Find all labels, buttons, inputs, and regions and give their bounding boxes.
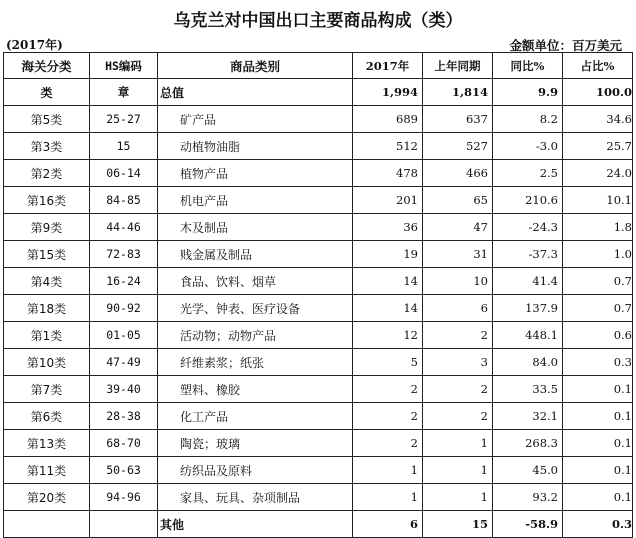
table-row: [4, 295, 633, 322]
row-2017: 201: [353, 187, 423, 214]
row-class: 第13类: [4, 430, 90, 457]
row-yoy: 45.0: [493, 457, 563, 484]
row-hs: 94-96: [90, 484, 158, 511]
row-class: 第6类: [4, 403, 90, 430]
row-share: 0.1: [563, 430, 633, 457]
row-share: 10.1: [563, 187, 633, 214]
table-row: [4, 241, 633, 268]
total-yoy: 9.9: [493, 79, 563, 106]
total-2017: 1,994: [353, 79, 423, 106]
row-class: 第16类: [4, 187, 90, 214]
row-hs: 90-92: [90, 295, 158, 322]
table-row: [4, 349, 633, 376]
row-yoy: -24.3: [493, 214, 563, 241]
row-class: 第2类: [4, 160, 90, 187]
row-share: 25.7: [563, 133, 633, 160]
row-2017: 12: [353, 322, 423, 349]
table-row: [4, 106, 633, 133]
row-2017: 512: [353, 133, 423, 160]
unit-label: 金额单位：百万美元: [509, 38, 622, 53]
total-class: 类: [4, 79, 90, 106]
row-hs: 47-49: [90, 349, 158, 376]
row-name: 纺织品及原料: [158, 457, 353, 484]
table-row: [4, 403, 633, 430]
row-prior: 2: [423, 322, 493, 349]
row-hs: 72-83: [90, 241, 158, 268]
table-row: [4, 430, 633, 457]
row-name: 家具、玩具、杂项制品: [158, 484, 353, 511]
row-name: 贱金属及制品: [158, 241, 353, 268]
row-2017: 5: [353, 349, 423, 376]
row-name: 陶瓷；玻璃: [158, 430, 353, 457]
row-class: 第11类: [4, 457, 90, 484]
table-row: [4, 133, 633, 160]
row-hs: 28-38: [90, 403, 158, 430]
row-name: 纤维素浆；纸张: [158, 349, 353, 376]
row-2017: 478: [353, 160, 423, 187]
header-commodity-category: 商品类别: [158, 53, 353, 79]
row-prior: 637: [423, 106, 493, 133]
row-yoy: 268.3: [493, 430, 563, 457]
row-share: 0.1: [563, 403, 633, 430]
row-yoy: 32.1: [493, 403, 563, 430]
other-yoy: -58.9: [493, 511, 563, 538]
row-2017: 14: [353, 295, 423, 322]
row-hs: 68-70: [90, 430, 158, 457]
row-prior: 1: [423, 457, 493, 484]
row-name: 塑料、橡胶: [158, 376, 353, 403]
other-prior: 15: [423, 511, 493, 538]
total-hs: 章: [90, 79, 158, 106]
table-row: [4, 457, 633, 484]
row-yoy: 210.6: [493, 187, 563, 214]
header-yoy: 同比%: [493, 53, 563, 79]
row-prior: 2: [423, 376, 493, 403]
row-share: 24.0: [563, 160, 633, 187]
row-class: 第18类: [4, 295, 90, 322]
table-row: [4, 484, 633, 511]
header-2017: 2017年: [353, 53, 423, 79]
row-prior: 1: [423, 484, 493, 511]
row-share: 0.1: [563, 457, 633, 484]
row-hs: 06-14: [90, 160, 158, 187]
row-name: 木及制品: [158, 214, 353, 241]
row-yoy: 137.9: [493, 295, 563, 322]
row-share: 0.1: [563, 484, 633, 511]
row-2017: 2: [353, 430, 423, 457]
table-row: [4, 322, 633, 349]
row-class: 第10类: [4, 349, 90, 376]
total-share: 100.0: [563, 79, 633, 106]
row-2017: 2: [353, 403, 423, 430]
row-class: 第9类: [4, 214, 90, 241]
other-2017: 6: [353, 511, 423, 538]
row-prior: 2: [423, 403, 493, 430]
table-row: [4, 268, 633, 295]
row-share: 0.7: [563, 295, 633, 322]
row-prior: 31: [423, 241, 493, 268]
row-prior: 10: [423, 268, 493, 295]
row-class: 第15类: [4, 241, 90, 268]
table-row: [4, 160, 633, 187]
row-share: 0.7: [563, 268, 633, 295]
row-2017: 19: [353, 241, 423, 268]
row-2017: 1: [353, 457, 423, 484]
table-row: [4, 187, 633, 214]
table-row: [4, 376, 633, 403]
row-share: 34.6: [563, 106, 633, 133]
row-hs: 44-46: [90, 214, 158, 241]
row-yoy: 8.2: [493, 106, 563, 133]
row-name: 活动物；动物产品: [158, 322, 353, 349]
row-yoy: 33.5: [493, 376, 563, 403]
row-hs: 16-24: [90, 268, 158, 295]
row-2017: 1: [353, 484, 423, 511]
year-label: (2017年): [6, 38, 63, 52]
row-prior: 1: [423, 430, 493, 457]
export-composition-table: [3, 52, 633, 538]
row-prior: 6: [423, 295, 493, 322]
row-yoy: -37.3: [493, 241, 563, 268]
other-share: 0.3: [563, 511, 633, 538]
header-share: 占比%: [563, 53, 633, 79]
row-yoy: 2.5: [493, 160, 563, 187]
other-row: [4, 511, 633, 538]
row-class: 第7类: [4, 376, 90, 403]
row-prior: 65: [423, 187, 493, 214]
row-prior: 527: [423, 133, 493, 160]
row-hs: 01-05: [90, 322, 158, 349]
row-2017: 14: [353, 268, 423, 295]
row-share: 0.1: [563, 376, 633, 403]
row-share: 0.3: [563, 349, 633, 376]
row-name: 动植物油脂: [158, 133, 353, 160]
row-prior: 466: [423, 160, 493, 187]
row-name: 光学、钟表、医疗设备: [158, 295, 353, 322]
row-yoy: -3.0: [493, 133, 563, 160]
row-name: 植物产品: [158, 160, 353, 187]
row-share: 0.6: [563, 322, 633, 349]
other-hs: [90, 511, 158, 538]
header-prior-year: 上年同期: [423, 53, 493, 79]
row-hs: 50-63: [90, 457, 158, 484]
row-hs: 25-27: [90, 106, 158, 133]
row-share: 1.0: [563, 241, 633, 268]
row-prior: 47: [423, 214, 493, 241]
row-name: 矿产品: [158, 106, 353, 133]
total-name: 总值: [158, 79, 353, 106]
total-row: [4, 79, 633, 106]
row-hs: 39-40: [90, 376, 158, 403]
page-title: 乌克兰对中国出口主要商品构成（类）: [173, 11, 463, 31]
other-class: [4, 511, 90, 538]
table-row: [4, 214, 633, 241]
table-header-row: [4, 53, 633, 79]
row-hs: 84-85: [90, 187, 158, 214]
row-2017: 689: [353, 106, 423, 133]
header-customs-class: 海关分类: [4, 53, 90, 79]
header-hs-code: HS编码: [90, 53, 158, 79]
row-yoy: 448.1: [493, 322, 563, 349]
row-class: 第20类: [4, 484, 90, 511]
row-name: 机电产品: [158, 187, 353, 214]
row-name: 食品、饮料、烟草: [158, 268, 353, 295]
row-class: 第3类: [4, 133, 90, 160]
row-yoy: 84.0: [493, 349, 563, 376]
total-prior: 1,814: [423, 79, 493, 106]
row-2017: 36: [353, 214, 423, 241]
row-share: 1.8: [563, 214, 633, 241]
row-prior: 3: [423, 349, 493, 376]
row-class: 第1类: [4, 322, 90, 349]
row-yoy: 41.4: [493, 268, 563, 295]
row-hs: 15: [90, 133, 158, 160]
row-class: 第5类: [4, 106, 90, 133]
row-2017: 2: [353, 376, 423, 403]
row-class: 第4类: [4, 268, 90, 295]
row-yoy: 93.2: [493, 484, 563, 511]
other-name: 其他: [158, 511, 353, 538]
row-name: 化工产品: [158, 403, 353, 430]
